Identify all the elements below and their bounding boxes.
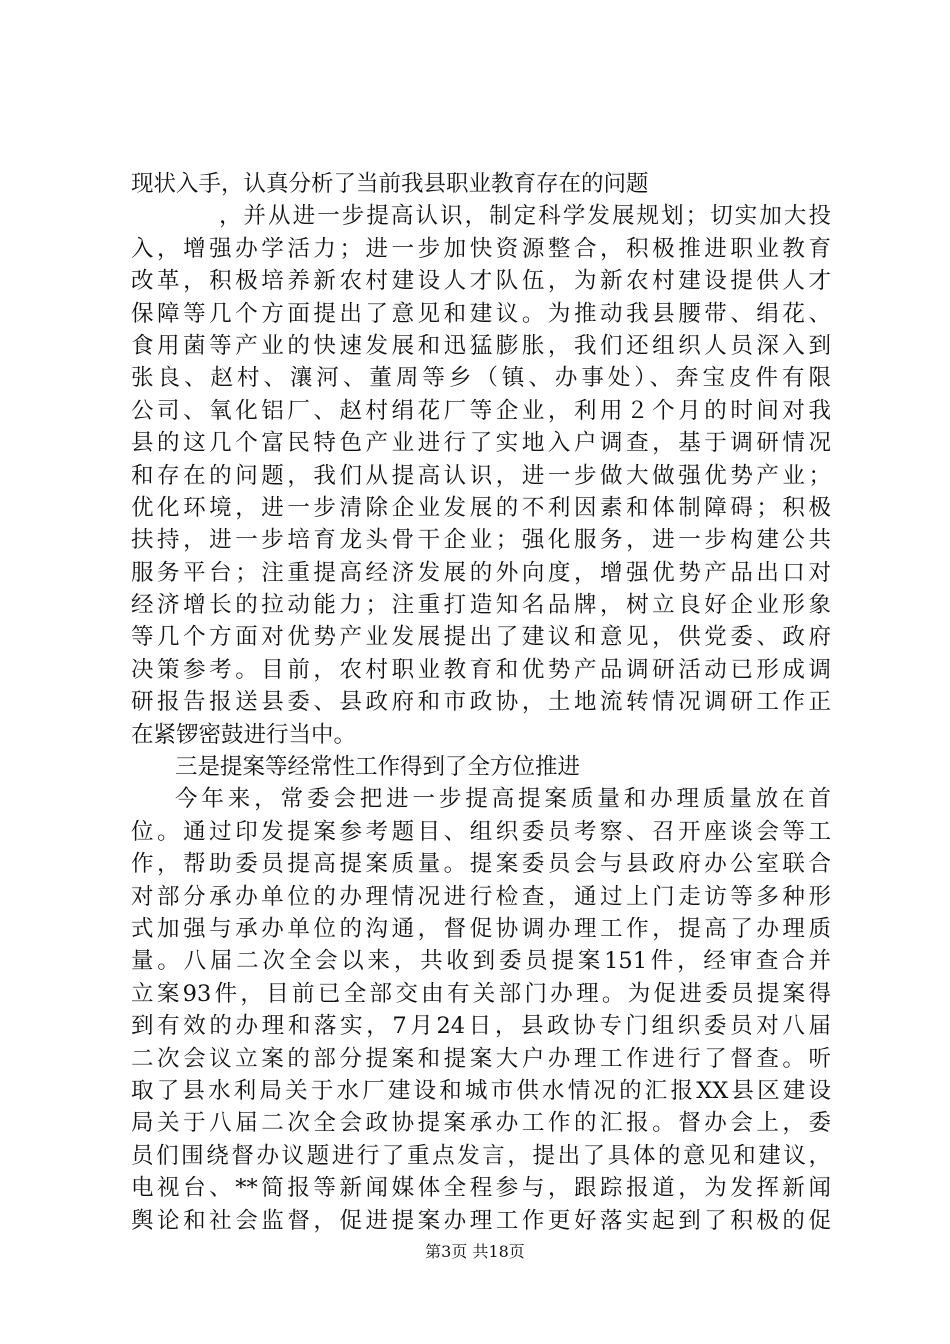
text-line: 服务平台；注重提高经济发展的外向度，增强优势产品出口对	[131, 559, 831, 586]
text-line: 保障等几个方面提出了意见和建议。为推动我县腰带、绢花、	[131, 300, 831, 327]
text-line: 今年来，常委会把进一步提高提案质量和办理质量放在首	[175, 786, 831, 813]
text-line: 在紧锣密鼓进行当中。	[131, 721, 357, 748]
text-line: 县的这几个富民特色产业进行了实地入户调查，基于调研情况	[131, 430, 831, 457]
text-line: 公司、氧化铝厂、赵村绢花厂等企业，利用２个月的时间对我	[131, 397, 831, 424]
text-line: 位。通过印发提案参考题目、组织委员考察、召开座谈会等工	[131, 818, 831, 845]
text-line: 到有效的办理和落实，7月24日，县政协专门组织委员对八届	[131, 1013, 831, 1040]
page-number: 第3页 共18页	[425, 1242, 525, 1261]
text-line: 扶持，进一步培育龙头骨干企业；强化服务，进一步构建公共	[131, 527, 831, 554]
text-line: 电视台、**简报等新闻媒体全程参与，跟踪报道，为发挥新闻	[131, 1175, 831, 1202]
text-line: ，并从进一步提高认识，制定科学发展规划；切实加大投	[219, 203, 831, 230]
text-line: 对部分承办单位的办理情况进行检查，通过上门走访等多种形	[131, 883, 831, 910]
text-line: 局关于八届二次全会政协提案承办工作的汇报。督办会上，委	[131, 1110, 831, 1137]
text-line: 舆论和社会监督，促进提案办理工作更好落实起到了积极的促	[131, 1207, 831, 1234]
text-line: 量。八届二次全会以来，共收到委员提案151件，经审查合并	[131, 948, 831, 975]
text-line: 立案93件，目前已全部交由有关部门办理。为促进委员提案得	[131, 980, 831, 1007]
text-line: 取了县水利局关于水厂建设和城市供水情况的汇报XX县区建设	[131, 1077, 831, 1104]
text-line: 作，帮助委员提高提案质量。提案委员会与县政府办公室联合	[131, 851, 831, 878]
text-line: 研报告报送县委、县政府和市政协，土地流转情况调研工作正	[131, 689, 831, 716]
text-line: 决策参考。目前，农村职业教育和优势产品调研活动已形成调	[131, 656, 831, 683]
text-line: 食用菌等产业的快速发展和迅猛膨胀，我们还组织人员深入到	[131, 332, 831, 359]
text-line: 经济增长的拉动能力；注重打造知名品牌，树立良好企业形象	[131, 592, 831, 619]
text-line: 现状入手，认真分析了当前我县职业教育存在的问题	[131, 171, 649, 197]
text-line: 优化环境，进一步清除企业发展的不利因素和体制障碍；积极	[131, 494, 831, 521]
text-line: 改革，积极培养新农村建设人才队伍，为新农村建设提供人才	[131, 268, 831, 295]
text-line: 式加强与承办单位的沟通，督促协调办理工作，提高了办理质	[131, 915, 831, 942]
text-line: 入，增强办学活力；进一步加快资源整合，积极推进职业教育	[131, 235, 831, 262]
text-line: 等几个方面对优势产业发展提出了建议和意见，供党委、政府	[131, 624, 831, 651]
text-line: 和存在的问题，我们从提高认识，进一步做大做强优势产业；	[131, 462, 831, 489]
section-heading: 三是提案等经常性工作得到了全方位推进	[175, 754, 581, 781]
body-text	[131, 168, 831, 1237]
text-line: 二次会议立案的部分提案和提案大户办理工作进行了督查。听	[131, 1045, 831, 1072]
text-line: 员们围绕督办议题进行了重点发言，提出了具体的意见和建议，	[131, 1142, 831, 1169]
text-line: 张良、赵村、瀼河、董周等乡（镇、办事处）、奔宝皮件有限	[131, 365, 831, 392]
